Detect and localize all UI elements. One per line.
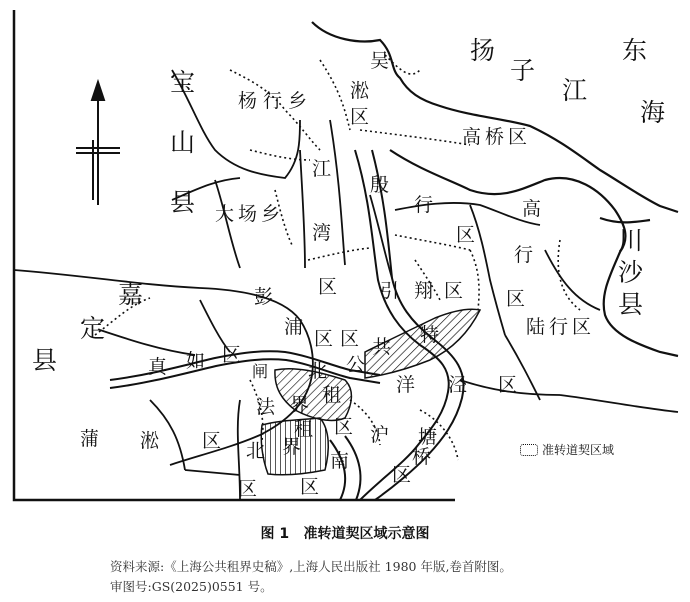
label-yinxiang-2: 行 bbox=[414, 194, 434, 216]
label-donghai-1: 东 bbox=[622, 36, 648, 65]
label-gonggong-4: 界 bbox=[290, 394, 310, 416]
label-jiangwan-2: 湾 bbox=[312, 222, 332, 244]
label-dachang: 大场乡 bbox=[215, 203, 285, 225]
label-pengpu-1: 彭 bbox=[254, 286, 274, 308]
label-puzong-2: 淞 bbox=[140, 430, 160, 452]
label-wusong-3: 区 bbox=[350, 106, 370, 128]
label-hunan-1: 沪 bbox=[370, 424, 390, 446]
label-yanghang: 杨行乡 bbox=[238, 90, 314, 112]
label-yinxiang-1: 殷 bbox=[370, 174, 390, 196]
label-chuansha-3: 县 bbox=[618, 290, 644, 319]
label-gonggong-1: 公 bbox=[346, 354, 366, 376]
label-wusong-2: 淞 bbox=[350, 80, 370, 102]
label-pengpu-3: 区 bbox=[314, 328, 334, 350]
label-gaohang-1: 高 bbox=[522, 198, 542, 220]
label-hunan-3: 区 bbox=[300, 476, 320, 498]
label-yangjing-2: 泾 bbox=[448, 374, 468, 396]
label-tangqiao-2: 桥 bbox=[412, 446, 432, 468]
label-yangzijiang-1: 扬 bbox=[470, 36, 496, 65]
north-arrow-icon bbox=[76, 82, 120, 205]
label-caohejing-2: 区 bbox=[238, 478, 258, 500]
label-hunan-2: 南 bbox=[330, 450, 350, 472]
label-zhenru-3: 区 bbox=[222, 344, 242, 366]
label-gonggong-2: 共 bbox=[372, 336, 392, 358]
label-yinxiang-name-2: 翔 bbox=[414, 280, 434, 302]
label-puzong-1: 蒲 bbox=[80, 428, 100, 450]
figure-number: 图 1 bbox=[260, 526, 290, 542]
label-caohejing-1: 北 bbox=[246, 440, 266, 462]
figure-caption bbox=[0, 523, 690, 543]
label-yangjing-3: 区 bbox=[498, 374, 518, 396]
legend-label: 准转道契区域 bbox=[542, 443, 615, 457]
label-jiading-3: 县 bbox=[32, 346, 58, 375]
label-chuansha-2: 沙 bbox=[618, 258, 644, 287]
label-donghai-2: 海 bbox=[640, 98, 666, 127]
label-tangqiao-1: 塘 bbox=[418, 426, 438, 448]
label-zhenru-1: 真 bbox=[148, 356, 168, 378]
label-yinxiang-3: 区 bbox=[456, 224, 476, 246]
label-gaohang-2: 行 bbox=[514, 244, 534, 266]
label-jiangwan-1: 江 bbox=[312, 158, 332, 180]
label-zhabei-2: 北 bbox=[308, 360, 328, 382]
label-zhenru-2: 如 bbox=[186, 350, 206, 372]
legend-dotted-swatch bbox=[520, 444, 538, 456]
label-pengpu-2: 浦 bbox=[284, 316, 304, 338]
label-zhabei-3: 区 bbox=[340, 328, 360, 350]
label-yinxiang-name-3: 区 bbox=[444, 280, 464, 302]
label-fazu-4: 区 bbox=[334, 416, 354, 438]
label-tangqiao-3: 区 bbox=[392, 464, 412, 486]
label-zhabei-1: 闸 bbox=[252, 362, 269, 381]
label-jiading-2: 定 bbox=[80, 314, 106, 343]
label-chuansha-1: 川 bbox=[618, 226, 644, 255]
label-tequ: 特 bbox=[420, 324, 440, 346]
label-baoshan-1: 宝 bbox=[170, 68, 196, 97]
label-gonggong-3: 租 bbox=[322, 384, 342, 406]
label-yinxiang-name-1: 引 bbox=[380, 280, 400, 302]
label-jiading-1: 嘉 bbox=[118, 280, 144, 309]
label-lujiaxing: 陆行区 bbox=[526, 316, 596, 338]
map-legend bbox=[520, 441, 614, 458]
label-yangzijiang-2: 子 bbox=[510, 56, 536, 85]
label-gaoqiao: 高桥区 bbox=[462, 126, 532, 148]
label-fazu-3: 界 bbox=[282, 436, 302, 458]
approval-note: 审图号:GS(2025)0551 号。 bbox=[110, 579, 273, 594]
figure-title: 准转道契区域示意图 bbox=[303, 526, 430, 542]
label-fazu-1: 法 bbox=[256, 396, 276, 418]
label-fazu-2: 租 bbox=[294, 418, 314, 440]
label-baoshan-3: 县 bbox=[170, 188, 196, 217]
label-gaohang-3: 区 bbox=[506, 288, 526, 310]
label-yangzijiang-3: 江 bbox=[562, 76, 588, 105]
source-note: 资料来源:《上海公共租界史稿》,上海人民出版社 1980 年版,卷首附图。 bbox=[110, 559, 512, 574]
label-wusong-1: 吴 bbox=[370, 50, 390, 72]
label-baoshan-2: 山 bbox=[170, 128, 196, 157]
label-jiangwan-3: 区 bbox=[318, 276, 338, 298]
label-yangjing-1: 洋 bbox=[396, 374, 416, 396]
label-puzong-3: 区 bbox=[202, 430, 222, 452]
